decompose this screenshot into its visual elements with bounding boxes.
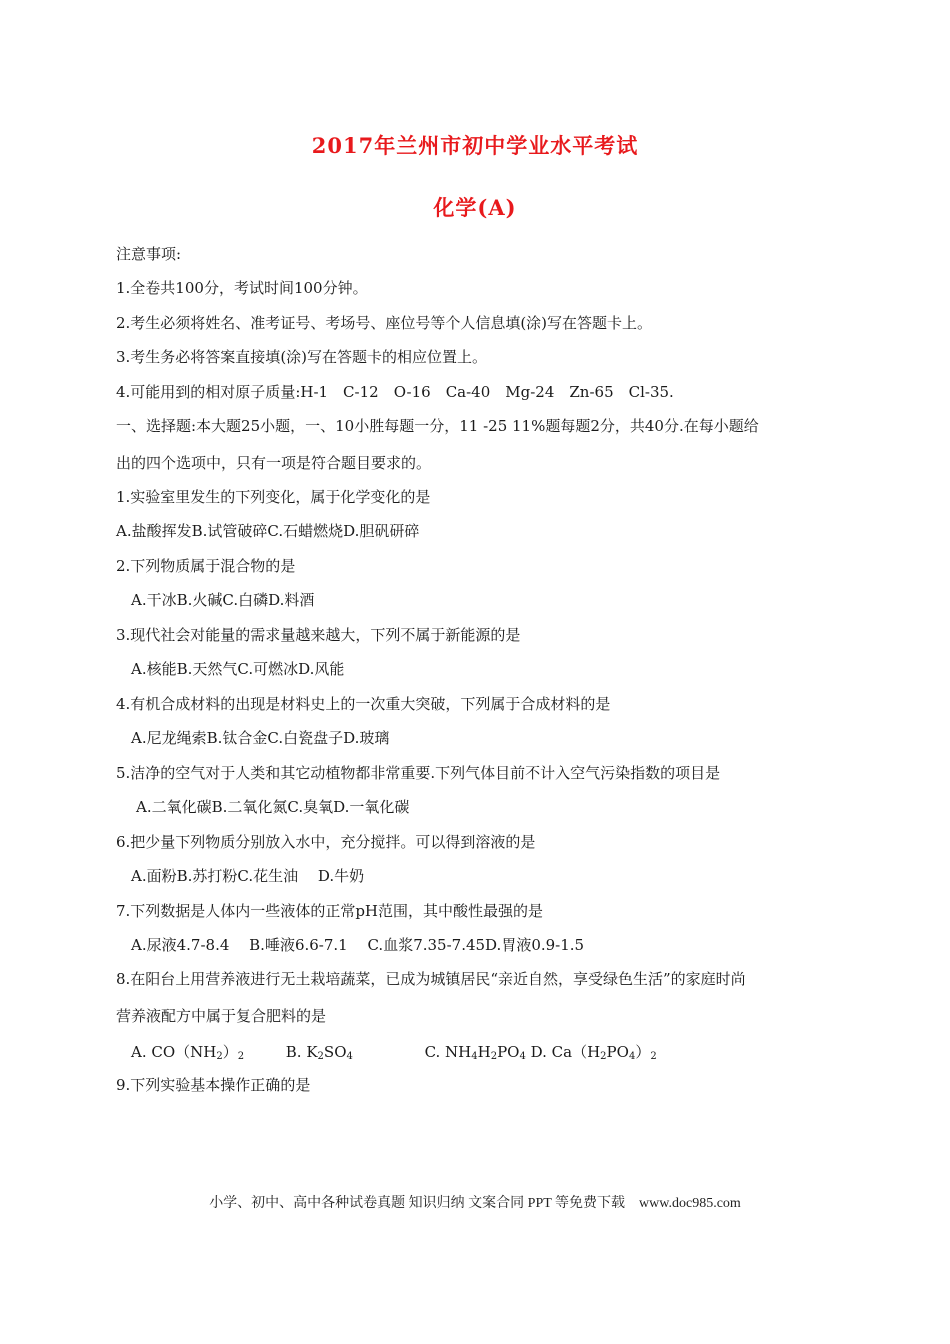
question-2-stem: 2.下列物质属于混合物的是: [116, 557, 296, 575]
note-item-2: 2.考生必须将姓名、准考证号、考场号、座位号等个人信息填(涂)写在答题卡上。: [116, 314, 653, 332]
question-7-stem: 7.下列数据是人体内一些液体的正常pH范围，其中酸性最强的是: [116, 902, 543, 920]
question-6-options: A.面粉B.苏打粉C.花生油 D.牛奶: [131, 867, 365, 885]
q8-option-d: D. $Ca(H_2PO_4)_2$: [530, 1043, 657, 1062]
exam-subtitle: 化学(A): [433, 195, 517, 220]
note-item-1: 1.全卷共100分，考试时间100分钟。: [116, 279, 368, 297]
section-intro-line1: 一、选择题:本大题25小题，一、10小胜每题一分，11 -25 11%题每题2分，共40分.在每小题给: [116, 417, 759, 435]
exam-title: 2017年兰州市初中学业水平考试: [311, 133, 639, 158]
question-2-options: A.干冰B.火碱C.白磷D.料酒: [131, 591, 315, 609]
question-1-options: A.盐酸挥发B.试管破碎C.石蜡燃烧D.胆矾研碎: [116, 522, 420, 540]
section-intro-line2: 出的四个选项中，只有一项是符合题目要求的。: [116, 454, 432, 472]
question-5-options: A.二氧化碳B.二氧化氮C.臭氧D.一氧化碳: [136, 798, 410, 816]
question-4-stem: 4.有机合成材料的出现是材料史上的一次重大突破，下列属于合成材料的是: [116, 695, 611, 713]
note-item-4: 4.可能用到的相对原子质量:H-1 C-12 O-16 Ca-40 Mg-24 Zn-65 Cl-35.: [116, 383, 674, 401]
q8-option-b: B. $K_2SO_4$: [285, 1043, 353, 1062]
note-item-3: 3.考生务必将答案直接填(涂)写在答题卡的相应位置上。: [116, 348, 488, 366]
q8-option-c: C. $NH_4H_2PO_4$: [424, 1043, 526, 1062]
question-8-options: [131, 1042, 657, 1067]
page-footer: 小学、初中、高中各种试卷真题 知识归纳 文案合同 PPT 等免费下载 www.doc985.com: [209, 1196, 741, 1211]
question-5-stem: 5.洁净的空气对于人类和其它动植物都非常重要.下列气体目前不计入空气污染指数的项目是: [116, 764, 721, 782]
notes-heading: 注意事项:: [116, 245, 182, 263]
question-8-stem-line1: 8.在阳台上用营养液进行无土栽培蔬菜，已成为城镇居民“亲近自然，享受绿色生活”的家庭时尚: [116, 970, 746, 988]
question-1-stem: 1.实验室里发生的下列变化，属于化学变化的是: [116, 488, 431, 506]
question-9-stem: 9.下列实验基本操作正确的是: [116, 1076, 311, 1094]
question-7-options: A.尿液4.7-8.4 B.唾液6.6-7.1 C.血浆7.35-7.45D.胃液0.9-1.5: [131, 936, 585, 954]
q8-option-a: A. $CO(NH_2)_2$: [131, 1043, 245, 1062]
question-3-options: A.核能B.天然气C.可燃冰D.风能: [131, 660, 345, 678]
question-4-options: A.尼龙绳索B.钛合金C.白瓷盘子D.玻璃: [131, 729, 390, 747]
question-3-stem: 3.现代社会对能量的需求量越来越大，下列不属于新能源的是: [116, 626, 521, 644]
question-8-stem-line2: 营养液配方中属于复合肥料的是: [116, 1007, 327, 1025]
question-6-stem: 6.把少量下列物质分别放入水中，充分搅拌。可以得到溶液的是: [116, 833, 536, 851]
